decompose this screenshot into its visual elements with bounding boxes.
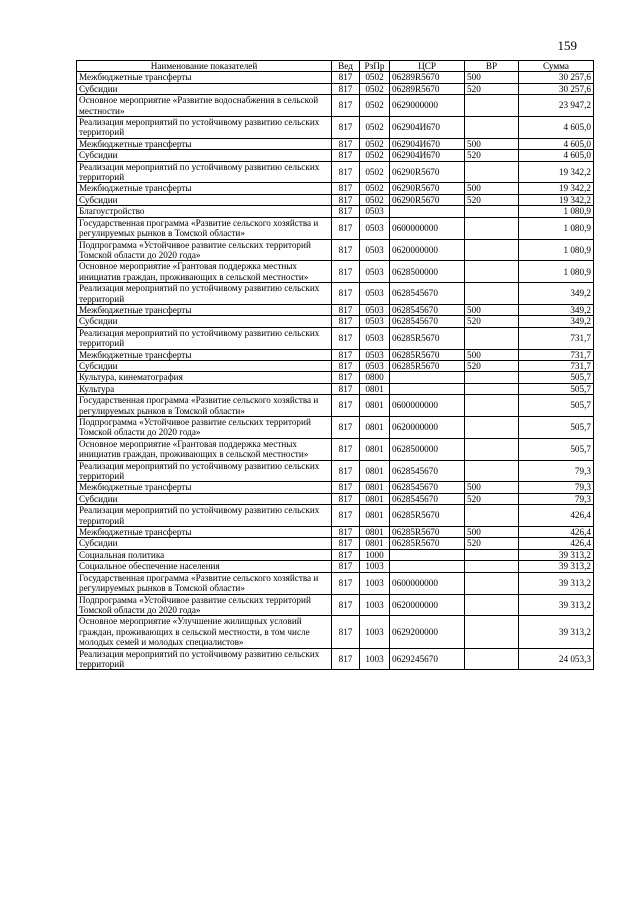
cell-ved: 817 <box>332 304 360 315</box>
cell-vr <box>465 417 519 439</box>
table-row <box>77 183 594 194</box>
cell-ved: 817 <box>332 460 360 482</box>
cell-vr: 500 <box>465 349 519 360</box>
table-row <box>77 538 594 549</box>
cell-ved: 817 <box>332 561 360 572</box>
cell-csr: 0629200000 <box>390 616 465 648</box>
cell-csr: 06285R5670 <box>390 327 465 349</box>
cell-csr: 06285R5670 <box>390 505 465 527</box>
cell-ved: 817 <box>332 83 360 94</box>
cell-name: Государственная программа «Развитие сельского хозяйства и регулируемых рынков в Томской области» <box>77 572 332 594</box>
cell-ved: 817 <box>332 648 360 670</box>
table-row <box>77 283 594 305</box>
header-sum: Сумма <box>519 61 594 72</box>
cell-csr: 0628545670 <box>390 304 465 315</box>
cell-sum: 426,4 <box>519 505 594 527</box>
cell-name: Реализация мероприятий по устойчивому развитию сельских территорий <box>77 460 332 482</box>
cell-sum: 19 342,2 <box>519 183 594 194</box>
cell-rzpr: 0503 <box>360 316 390 327</box>
cell-ved: 817 <box>332 549 360 560</box>
cell-ved: 817 <box>332 117 360 139</box>
cell-sum: 505,7 <box>519 372 594 383</box>
header-name: Наименование показателей <box>77 61 332 72</box>
cell-csr: 06285R5670 <box>390 538 465 549</box>
cell-csr: 0628545670 <box>390 482 465 493</box>
cell-csr <box>390 206 465 217</box>
cell-vr <box>465 117 519 139</box>
cell-ved: 817 <box>332 505 360 527</box>
table-row <box>77 372 594 383</box>
cell-vr: 520 <box>465 316 519 327</box>
cell-vr: 500 <box>465 527 519 538</box>
cell-name: Межбюджетные трансферты <box>77 482 332 493</box>
header-rzpr: РзПр <box>360 61 390 72</box>
cell-rzpr: 0502 <box>360 183 390 194</box>
header-csr: ЦСР <box>390 61 465 72</box>
cell-name: Субсидии <box>77 194 332 205</box>
cell-ved: 817 <box>332 194 360 205</box>
cell-ved: 817 <box>332 493 360 504</box>
cell-sum: 426,4 <box>519 527 594 538</box>
cell-ved: 817 <box>332 239 360 261</box>
budget-table <box>76 60 594 670</box>
cell-sum: 505,7 <box>519 417 594 439</box>
cell-sum: 39 313,2 <box>519 594 594 616</box>
cell-name: Культура <box>77 383 332 394</box>
header-ved: Вед <box>332 61 360 72</box>
cell-sum: 79,3 <box>519 482 594 493</box>
table-row <box>77 505 594 527</box>
cell-rzpr: 0800 <box>360 372 390 383</box>
cell-rzpr: 1003 <box>360 648 390 670</box>
cell-csr: 0628500000 <box>390 438 465 460</box>
cell-sum: 79,3 <box>519 493 594 504</box>
cell-sum: 505,7 <box>519 438 594 460</box>
cell-ved: 817 <box>332 316 360 327</box>
cell-sum: 30 257,6 <box>519 83 594 94</box>
cell-ved: 817 <box>332 538 360 549</box>
cell-vr <box>465 383 519 394</box>
table-row <box>77 150 594 161</box>
cell-csr: 0628545670 <box>390 316 465 327</box>
cell-sum: 426,4 <box>519 538 594 549</box>
cell-vr <box>465 561 519 572</box>
cell-rzpr: 0503 <box>360 217 390 239</box>
cell-ved: 817 <box>332 438 360 460</box>
cell-csr: 0628500000 <box>390 261 465 283</box>
cell-name: Реализация мероприятий по устойчивому развитию сельских территорий <box>77 327 332 349</box>
cell-sum: 1 080,9 <box>519 217 594 239</box>
cell-rzpr: 1000 <box>360 549 390 560</box>
cell-vr <box>465 395 519 417</box>
cell-rzpr: 0502 <box>360 194 390 205</box>
cell-ved: 817 <box>332 327 360 349</box>
cell-ved: 817 <box>332 283 360 305</box>
table-row <box>77 95 594 117</box>
cell-rzpr: 0801 <box>360 417 390 439</box>
cell-sum: 4 605,0 <box>519 117 594 139</box>
cell-rzpr: 0503 <box>360 360 390 371</box>
cell-name: Субсидии <box>77 83 332 94</box>
cell-name: Межбюджетные трансферты <box>77 138 332 149</box>
cell-name: Подпрограмма «Устойчивое развитие сельских территорий Томской области до 2020 года» <box>77 239 332 261</box>
cell-vr: 500 <box>465 72 519 83</box>
cell-vr: 500 <box>465 183 519 194</box>
cell-vr: 500 <box>465 138 519 149</box>
cell-csr <box>390 372 465 383</box>
cell-sum: 731,7 <box>519 360 594 371</box>
table-row <box>77 360 594 371</box>
cell-csr: 0620000000 <box>390 239 465 261</box>
table-row <box>77 316 594 327</box>
cell-csr: 0600000000 <box>390 572 465 594</box>
cell-csr: 06289R5670 <box>390 83 465 94</box>
cell-rzpr: 0801 <box>360 460 390 482</box>
cell-rzpr: 0502 <box>360 117 390 139</box>
cell-rzpr: 0502 <box>360 150 390 161</box>
cell-csr: 0620000000 <box>390 417 465 439</box>
cell-sum: 39 313,2 <box>519 549 594 560</box>
cell-csr <box>390 549 465 560</box>
cell-vr <box>465 239 519 261</box>
cell-rzpr: 0502 <box>360 83 390 94</box>
cell-ved: 817 <box>332 72 360 83</box>
cell-csr: 06285R5670 <box>390 349 465 360</box>
table-row <box>77 161 594 183</box>
cell-rzpr: 1003 <box>360 594 390 616</box>
cell-name: Субсидии <box>77 360 332 371</box>
cell-rzpr: 1003 <box>360 561 390 572</box>
cell-sum: 4 605,0 <box>519 150 594 161</box>
cell-vr <box>465 616 519 648</box>
cell-vr <box>465 438 519 460</box>
table-row <box>77 239 594 261</box>
cell-rzpr: 0801 <box>360 438 390 460</box>
cell-vr <box>465 572 519 594</box>
cell-rzpr: 0801 <box>360 482 390 493</box>
cell-name: Субсидии <box>77 150 332 161</box>
table-row <box>77 561 594 572</box>
cell-sum: 39 313,2 <box>519 561 594 572</box>
cell-vr: 520 <box>465 538 519 549</box>
table-row <box>77 438 594 460</box>
table-row <box>77 83 594 94</box>
cell-sum: 24 053,3 <box>519 648 594 670</box>
cell-vr: 500 <box>465 304 519 315</box>
cell-ved: 817 <box>332 360 360 371</box>
cell-rzpr: 0503 <box>360 206 390 217</box>
table-row <box>77 460 594 482</box>
cell-sum: 23 947,2 <box>519 95 594 117</box>
cell-name: Субсидии <box>77 538 332 549</box>
cell-rzpr: 0801 <box>360 538 390 549</box>
cell-vr <box>465 95 519 117</box>
cell-ved: 817 <box>332 183 360 194</box>
table-row <box>77 117 594 139</box>
cell-ved: 817 <box>332 482 360 493</box>
cell-csr: 06285R5670 <box>390 527 465 538</box>
cell-vr <box>465 161 519 183</box>
cell-rzpr: 0503 <box>360 239 390 261</box>
cell-rzpr: 0503 <box>360 261 390 283</box>
cell-rzpr: 1003 <box>360 616 390 648</box>
cell-name: Субсидии <box>77 493 332 504</box>
cell-rzpr: 0801 <box>360 527 390 538</box>
cell-ved: 817 <box>332 372 360 383</box>
cell-sum: 19 342,2 <box>519 161 594 183</box>
cell-name: Реализация мероприятий по устойчивому развитию сельских территорий <box>77 505 332 527</box>
table-row <box>77 594 594 616</box>
cell-sum: 79,3 <box>519 460 594 482</box>
cell-sum: 731,7 <box>519 327 594 349</box>
cell-vr: 520 <box>465 150 519 161</box>
cell-csr: 062904И670 <box>390 117 465 139</box>
cell-csr: 0620000000 <box>390 594 465 616</box>
cell-sum: 39 313,2 <box>519 572 594 594</box>
cell-sum: 30 257,6 <box>519 72 594 83</box>
cell-csr: 0629245670 <box>390 648 465 670</box>
cell-vr: 520 <box>465 360 519 371</box>
cell-name: Межбюджетные трансферты <box>77 527 332 538</box>
cell-vr: 520 <box>465 493 519 504</box>
cell-sum: 1 080,9 <box>519 206 594 217</box>
cell-vr <box>465 505 519 527</box>
cell-csr: 0629000000 <box>390 95 465 117</box>
cell-vr: 500 <box>465 482 519 493</box>
cell-vr <box>465 594 519 616</box>
cell-sum: 4 605,0 <box>519 138 594 149</box>
table-row <box>77 304 594 315</box>
cell-rzpr: 1003 <box>360 572 390 594</box>
cell-csr: 06290R5670 <box>390 161 465 183</box>
cell-vr <box>465 372 519 383</box>
cell-ved: 817 <box>332 150 360 161</box>
cell-rzpr: 0503 <box>360 327 390 349</box>
cell-ved: 817 <box>332 161 360 183</box>
cell-rzpr: 0801 <box>360 395 390 417</box>
table-row <box>77 395 594 417</box>
cell-ved: 817 <box>332 572 360 594</box>
cell-rzpr: 0801 <box>360 383 390 394</box>
table-row <box>77 327 594 349</box>
cell-ved: 817 <box>332 138 360 149</box>
cell-sum: 349,2 <box>519 283 594 305</box>
cell-vr <box>465 261 519 283</box>
cell-ved: 817 <box>332 206 360 217</box>
cell-ved: 817 <box>332 349 360 360</box>
cell-vr <box>465 327 519 349</box>
cell-vr: 520 <box>465 83 519 94</box>
cell-name: Основное мероприятие «Улучшение жилищных условий граждан, проживающих в сельской местности, в том числе молодых семей и молодых специалистов» <box>77 616 332 648</box>
cell-csr: 06290R5670 <box>390 194 465 205</box>
cell-csr: 06290R5670 <box>390 183 465 194</box>
header-vr: ВР <box>465 61 519 72</box>
cell-ved: 817 <box>332 594 360 616</box>
cell-name: Государственная программа «Развитие сельского хозяйства и регулируемых рынков в Томской области» <box>77 217 332 239</box>
cell-vr <box>465 460 519 482</box>
table-row <box>77 493 594 504</box>
cell-rzpr: 0502 <box>360 161 390 183</box>
cell-sum: 505,7 <box>519 395 594 417</box>
cell-sum: 505,7 <box>519 383 594 394</box>
table-row <box>77 72 594 83</box>
cell-csr: 062904И670 <box>390 138 465 149</box>
cell-name: Реализация мероприятий по устойчивому развитию сельских территорий <box>77 283 332 305</box>
cell-csr: 0628545670 <box>390 493 465 504</box>
cell-rzpr: 0502 <box>360 138 390 149</box>
cell-rzpr: 0503 <box>360 349 390 360</box>
cell-sum: 19 342,2 <box>519 194 594 205</box>
cell-name: Благоустройство <box>77 206 332 217</box>
table-body <box>77 72 594 670</box>
cell-name: Основное мероприятие «Грантовая поддержка местных инициатив граждан, проживающих в сельской местности» <box>77 261 332 283</box>
cell-vr <box>465 549 519 560</box>
page-number: 159 <box>557 38 577 53</box>
cell-name: Межбюджетные трансферты <box>77 349 332 360</box>
cell-csr: 06289R5670 <box>390 72 465 83</box>
table-row <box>77 261 594 283</box>
cell-sum: 1 080,9 <box>519 261 594 283</box>
cell-ved: 817 <box>332 616 360 648</box>
cell-name: Социальное обеспечение населения <box>77 561 332 572</box>
table-row <box>77 217 594 239</box>
cell-rzpr: 0502 <box>360 72 390 83</box>
table-row <box>77 138 594 149</box>
cell-rzpr: 0801 <box>360 493 390 504</box>
table-row <box>77 527 594 538</box>
cell-ved: 817 <box>332 383 360 394</box>
table-row <box>77 572 594 594</box>
cell-rzpr: 0801 <box>360 505 390 527</box>
table-row <box>77 349 594 360</box>
cell-ved: 817 <box>332 95 360 117</box>
cell-csr: 06285R5670 <box>390 360 465 371</box>
cell-csr: 0628545670 <box>390 460 465 482</box>
cell-name: Субсидии <box>77 316 332 327</box>
table-row <box>77 417 594 439</box>
cell-sum: 1 080,9 <box>519 239 594 261</box>
cell-vr <box>465 648 519 670</box>
cell-rzpr: 0502 <box>360 95 390 117</box>
cell-rzpr: 0503 <box>360 283 390 305</box>
cell-csr: 062904И670 <box>390 150 465 161</box>
cell-vr <box>465 217 519 239</box>
cell-ved: 817 <box>332 261 360 283</box>
table-header-row <box>77 61 594 72</box>
table-row <box>77 206 594 217</box>
cell-csr: 0600000000 <box>390 395 465 417</box>
cell-vr <box>465 283 519 305</box>
cell-sum: 349,2 <box>519 304 594 315</box>
cell-name: Основное мероприятие «Грантовая поддержка местных инициатив граждан, проживающих в сельской местности» <box>77 438 332 460</box>
cell-rzpr: 0503 <box>360 304 390 315</box>
cell-csr: 0600000000 <box>390 217 465 239</box>
cell-csr <box>390 383 465 394</box>
cell-name: Государственная программа «Развитие сельского хозяйства и регулируемых рынков в Томской области» <box>77 395 332 417</box>
cell-name: Межбюджетные трансферты <box>77 183 332 194</box>
table-row <box>77 383 594 394</box>
table-row <box>77 616 594 648</box>
table-row <box>77 648 594 670</box>
cell-sum: 39 313,2 <box>519 616 594 648</box>
table-row <box>77 549 594 560</box>
cell-csr <box>390 561 465 572</box>
cell-vr: 520 <box>465 194 519 205</box>
cell-name: Социальная политика <box>77 549 332 560</box>
cell-name: Подпрограмма «Устойчивое развитие сельских территорий Томской области до 2020 года» <box>77 417 332 439</box>
cell-sum: 731,7 <box>519 349 594 360</box>
cell-name: Реализация мероприятий по устойчивому развитию сельских территорий <box>77 648 332 670</box>
cell-sum: 349,2 <box>519 316 594 327</box>
cell-name: Культура, кинематография <box>77 372 332 383</box>
cell-name: Реализация мероприятий по устойчивому развитию сельских территорий <box>77 117 332 139</box>
cell-ved: 817 <box>332 395 360 417</box>
cell-ved: 817 <box>332 527 360 538</box>
cell-name: Реализация мероприятий по устойчивому развитию сельских территорий <box>77 161 332 183</box>
cell-ved: 817 <box>332 417 360 439</box>
cell-ved: 817 <box>332 217 360 239</box>
table-row <box>77 482 594 493</box>
cell-vr <box>465 206 519 217</box>
cell-csr: 0628545670 <box>390 283 465 305</box>
table-row <box>77 194 594 205</box>
cell-name: Подпрограмма «Устойчивое развитие сельских территорий Томской области до 2020 года» <box>77 594 332 616</box>
cell-name: Межбюджетные трансферты <box>77 304 332 315</box>
cell-name: Основное мероприятие «Развитие водоснабжения в сельской местности» <box>77 95 332 117</box>
cell-name: Межбюджетные трансферты <box>77 72 332 83</box>
